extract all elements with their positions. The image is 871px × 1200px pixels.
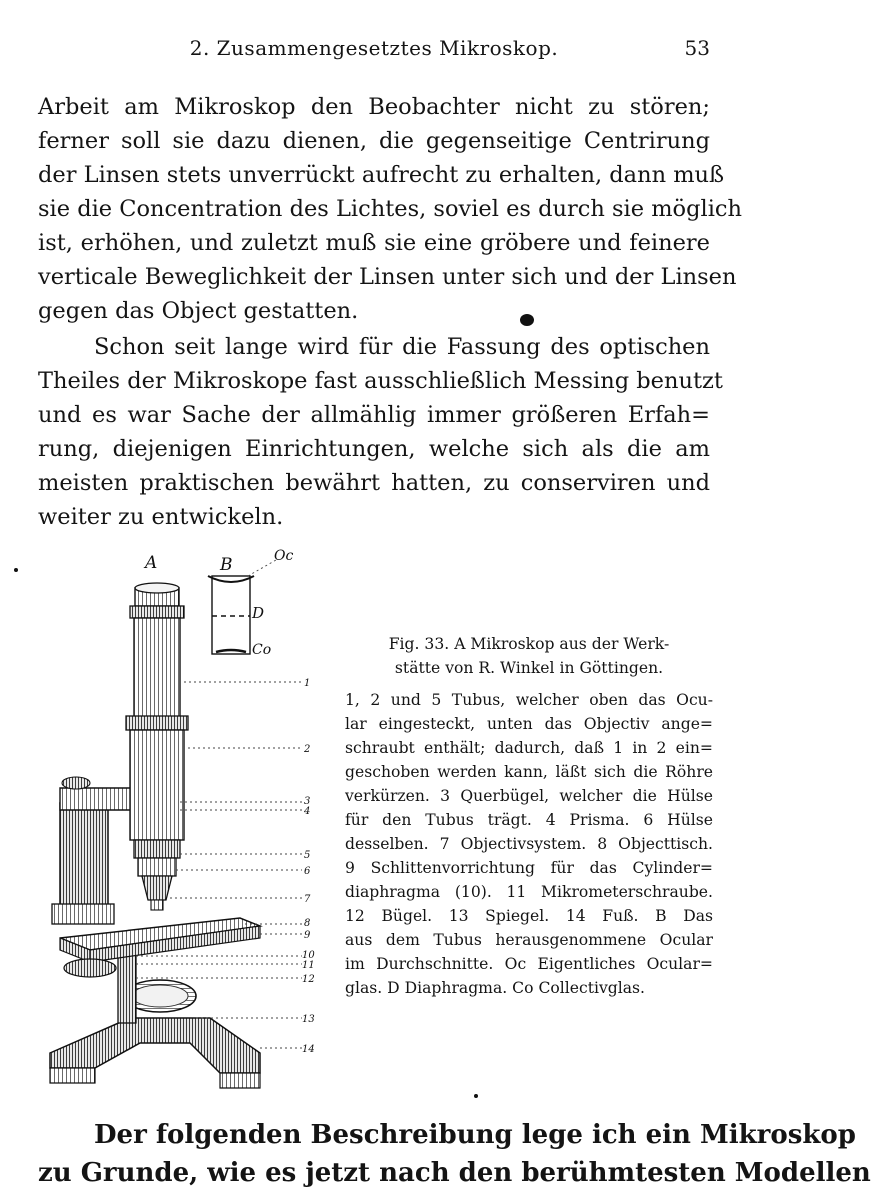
ink-speck bbox=[474, 1094, 478, 1098]
label-7: 7 bbox=[304, 894, 311, 905]
label-10: 10 bbox=[302, 950, 315, 961]
label-2: 2 bbox=[304, 744, 311, 755]
label-12: 12 bbox=[302, 974, 315, 985]
label-9: 9 bbox=[304, 930, 311, 941]
caption-line: 1, 2 und 5 Tubus, welcher oben das Ocu- bbox=[345, 691, 713, 709]
ink-speck bbox=[14, 568, 18, 572]
figure-caption bbox=[345, 632, 713, 1000]
microscope-engraving bbox=[30, 548, 336, 1108]
label-Co: Co bbox=[252, 642, 272, 658]
caption-line: im Durchschnitte. Oc Eigentliches Ocular= bbox=[345, 955, 713, 973]
text-line: Theiles der Mikroskope fast ausschließlich Messing benutzt bbox=[38, 368, 723, 394]
caption-line: desselben. 7 Objectivsystem. 8 Objecttisch. bbox=[345, 835, 713, 853]
label-11: 11 bbox=[302, 960, 315, 971]
text-line: der Linsen stets unverrückt aufrecht zu erhalten, dann muß bbox=[38, 162, 725, 188]
paragraph-brass-mounting bbox=[38, 330, 723, 534]
page-number: 53 bbox=[684, 36, 710, 60]
caption-title-line: Fig. 33. A Mikroskop aus der Werk- bbox=[388, 635, 670, 653]
caption-line: lar eingesteckt, unten das Objectiv ange= bbox=[345, 715, 713, 733]
label-1: 1 bbox=[304, 678, 311, 689]
caption-title bbox=[345, 632, 713, 680]
running-header bbox=[38, 30, 710, 64]
label-B: B bbox=[220, 555, 233, 575]
ink-blot bbox=[520, 314, 534, 326]
label-Oc: Oc bbox=[274, 548, 294, 564]
text-line: meisten praktischen bewährt hatten, zu conserviren und bbox=[38, 470, 710, 496]
text-line: ist, erhöhen, und zuletzt muß sie eine gröbere und feinere bbox=[38, 230, 710, 256]
caption-line: 9 Schlittenvorrichtung für das Cylinder= bbox=[345, 859, 713, 877]
text-line: sie die Concentration des Lichtes, soviel es durch sie möglich bbox=[38, 196, 742, 222]
text-line: und es war Sache der allmählig immer größeren Erfah= bbox=[38, 402, 710, 428]
label-4: 4 bbox=[304, 806, 311, 817]
label-3: 3 bbox=[304, 796, 311, 807]
paragraph-continued bbox=[38, 90, 742, 328]
text-line: gegen das Object gestatten. bbox=[38, 298, 359, 324]
caption-body bbox=[345, 688, 713, 1000]
text-line: Arbeit am Mikroskop den Beobachter nicht zu stören; bbox=[38, 94, 710, 120]
text-line: rung, diejenigen Einrichtungen, welche sich als die am bbox=[38, 436, 710, 462]
label-A: A bbox=[145, 553, 158, 573]
caption-line: für den Tubus trägt. 4 Prisma. 6 Hülse bbox=[345, 811, 713, 829]
caption-line: aus dem Tubus herausgenommene Ocular bbox=[345, 931, 713, 949]
caption-line: verkürzen. 3 Querbügel, welcher die Hülse bbox=[345, 787, 713, 805]
caption-line: geschoben werden kann, läßt sich die Röhre bbox=[345, 763, 713, 781]
caption-line: glas. D Diaphragma. Co Collectivglas. bbox=[345, 979, 646, 997]
text-line: verticale Beweglichkeit der Linsen unter sich und der Linsen bbox=[38, 264, 737, 290]
label-6: 6 bbox=[304, 866, 311, 877]
chapter-title: 2. Zusammengesetztes Mikroskop. bbox=[189, 36, 559, 60]
label-D: D bbox=[252, 604, 265, 622]
text-line: ferner soll sie dazu dienen, die gegenseitige Centrirung bbox=[38, 128, 710, 154]
text-line: zu Grunde, wie es jetzt nach den berühmtesten Modellen bbox=[38, 1158, 871, 1188]
paragraph-description-start bbox=[38, 1116, 871, 1192]
label-8: 8 bbox=[304, 918, 311, 929]
label-14: 14 bbox=[302, 1044, 315, 1055]
text-line: weiter zu entwickeln. bbox=[38, 504, 284, 530]
label-5: 5 bbox=[304, 850, 311, 861]
text-line: Der folgenden Beschreibung lege ich ein Mikroskop bbox=[94, 1120, 856, 1150]
caption-line: diaphragma (10). 11 Mikrometerschraube. bbox=[345, 883, 713, 901]
caption-title-line: stätte von R. Winkel in Göttingen. bbox=[394, 659, 664, 677]
microscope-figure bbox=[30, 548, 336, 1108]
text-line: Schon seit lange wird für die Fassung des optischen bbox=[94, 334, 710, 360]
label-13: 13 bbox=[302, 1014, 315, 1025]
caption-line: 12 Bügel. 13 Spiegel. 14 Fuß. B Das bbox=[345, 907, 713, 925]
caption-line: schraubt enthält; dadurch, daß 1 in 2 ein= bbox=[345, 739, 713, 757]
